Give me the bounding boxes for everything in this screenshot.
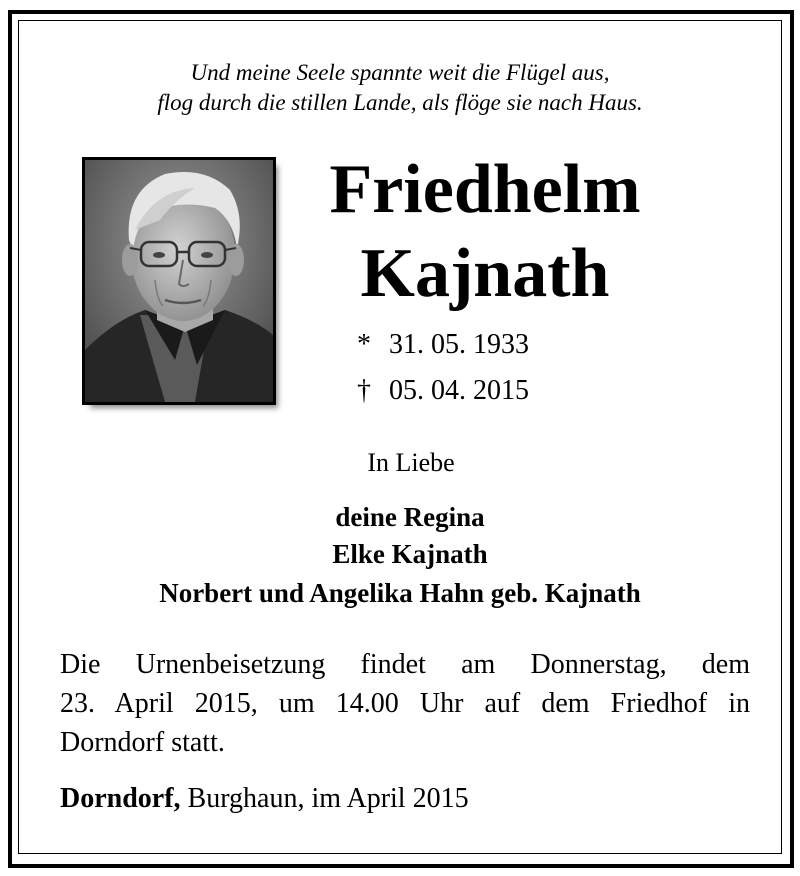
- announcement-line: 23. April 2015, um 14.00 Uhr auf dem Friedhof in: [60, 688, 750, 719]
- funeral-announcement: [60, 645, 750, 762]
- place-and-date: [60, 783, 469, 815]
- portrait-photo: [82, 157, 276, 405]
- birth-date-row: [357, 329, 529, 361]
- birth-symbol: *: [357, 329, 371, 360]
- poem-quote: [0, 58, 800, 118]
- mourners-intro: In Liebe: [367, 448, 455, 477]
- mourner-name: Elke Kajnath: [332, 539, 488, 569]
- deceased-last-name: Kajnath: [360, 235, 610, 312]
- poem-line-1: Und meine Seele spannte weit die Flügel aus,: [190, 60, 610, 85]
- mourner-name: Norbert und Angelika Hahn geb. Kajnath: [159, 578, 641, 608]
- place-rest: Burghaun, im April 2015: [180, 783, 469, 814]
- poem-line-2: flog durch die stillen Lande, als flöge sie nach Haus.: [157, 90, 643, 115]
- death-date: 05. 04. 2015: [389, 375, 529, 406]
- announcement-line: Die Urnenbeisetzung findet am Donnerstag, dem: [60, 649, 750, 680]
- death-date-row: [357, 375, 529, 407]
- birth-date: 31. 05. 1933: [389, 329, 529, 360]
- announcement-line: Dorndorf statt.: [60, 727, 225, 758]
- death-symbol: †: [357, 375, 371, 406]
- mourner-name: deine Regina: [335, 502, 485, 532]
- deceased-first-name: Friedhelm: [329, 151, 641, 228]
- portrait-illustration: [85, 160, 273, 402]
- place-main: Dorndorf,: [60, 783, 181, 814]
